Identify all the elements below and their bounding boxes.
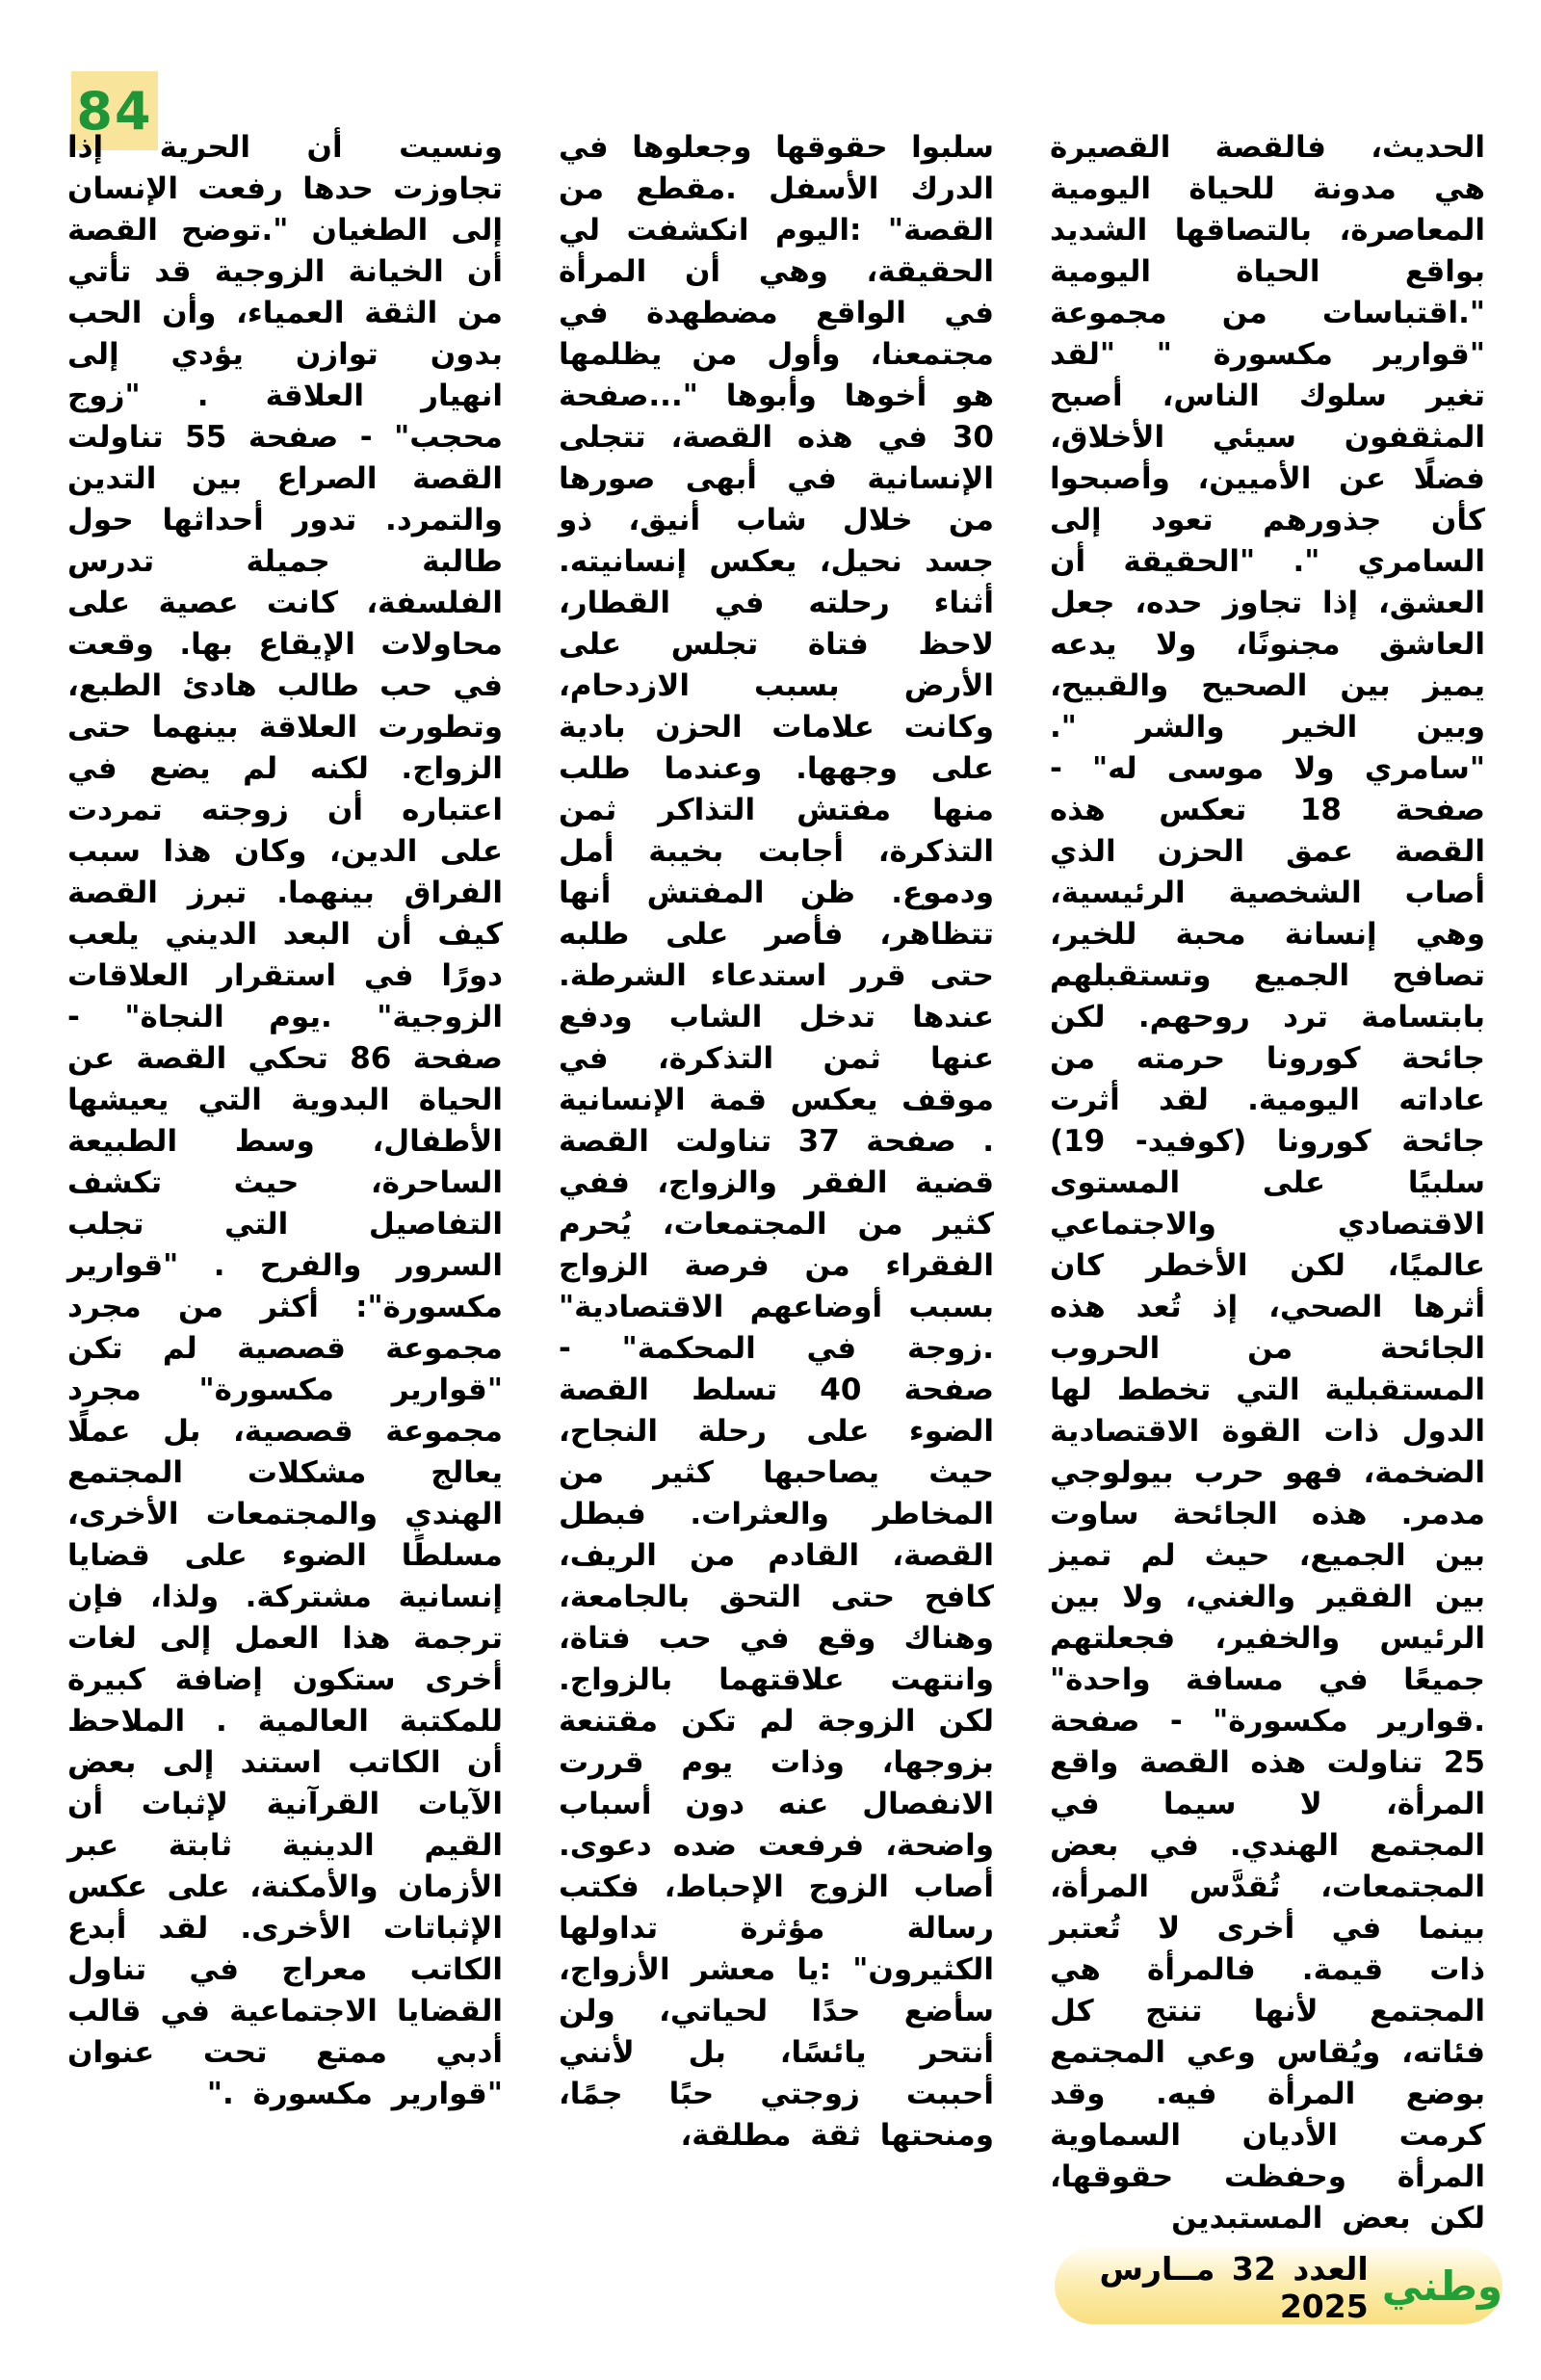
- magazine-logo: وطني: [1381, 2262, 1502, 2310]
- footer-banner: [1055, 2247, 1502, 2324]
- issue-info: العدد 32 مــارس 2025: [1099, 2250, 1369, 2325]
- page-number: 84: [76, 80, 153, 142]
- article-column-left: ونسيت أن الحرية إذا تجاوزت حدها رفعت الإنسان إلى الطغيان ".توضح القصة أن الخيانة الزوجية قد تأتي من الثقة العمياء، وأن الحب بدون توازن يؤدي إلى انهيار العلاقة . "زوج محجب" - صفحة 55 تناولت القصة الصراع بين التدين والتمرد. تدور أحداثها حول طالبة جميلة تدرس الفلسفة، كانت عصية على محاولات الإيقاع بها. وقعت في حب طالب هادئ الطبع، وتطورت العلاقة بينهما حتى الزواج. لكنه لم يضع في اعتباره أن زوجته تمردت على الدين، وكان هذا سبب الفراق بينهما. تبرز القصة كيف أن البعد الديني يلعب دورًا في استقرار العلاقات الزوجية" .يوم النجاة" - صفحة 86 تحكي القصة عن الحياة البدوية التي يعيشها الأطفال، وسط الطبيعة الساحرة، حيث تكشف التفاصيل التي تجلب السرور والفرح . "قوارير مكسورة": أكثر من مجرد مجموعة قصصية لم تكن "قوارير مكسورة" مجرد مجموعة قصصية، بل عملًا يعالج مشكلات المجتمع الهندي والمجتمعات الأخرى، مسلطًا الضوء على قضايا إنسانية مشتركة. ولذا، فإن ترجمة هذا العمل إلى لغات أخرى ستكون إضافة كبيرة للمكتبة العالمية . الملاحظ أن الكاتب استند إلى بعض الآيات القرآنية لإثبات أن القيم الدينية ثابتة عبر الأزمان والأمكنة، على عكس الإثباتات الأخرى. لقد أبدع الكاتب معراج في تناول القضايا الاجتماعية في قالب أدبي ممتع تحت عنوان "قوارير مكسورة .": [67, 130, 504, 2111]
- article-columns: [67, 127, 1485, 2239]
- article-column-middle: سلبوا حقوقها وجعلوها في الدرك الأسفل .مقطع من القصة" :اليوم انكشفت لي الحقيقة، وهي أن المرأة في الواقع مضطهدة في مجتمعنا، وأول من يظلمها هو أخوها وأبوها "...صفحة 30 في هذه القصة، تتجلى الإنسانية في أبهى صورها من خلال شاب أنيق، ذو جسد نحيل، يعكس إنسانيته. أثناء رحلته في القطار، لاحظ فتاة تجلس على الأرض بسبب الازدحام، وكانت علامات الحزن بادية على وجهها. وعندما طلب منها مفتش التذاكر ثمن التذكرة، أجابت بخيبة أمل ودموع. ظن المفتش أنها تتظاهر، فأصر على طلبه حتى قرر استدعاء الشرطة. عندها تدخل الشاب ودفع عنها ثمن التذكرة، في موقف يعكس قمة الإنسانية . صفحة 37 تناولت القصة قضية الفقر والزواج، ففي كثير من المجتمعات، يُحرم الفقراء من فرصة الزواج بسبب أوضاعهم الاقتصادية" .زوجة في المحكمة" - صفحة 40 تسلط القصة الضوء على رحلة النجاح، حيث يصاحبها كثير من المخاطر والعثرات. فبطل القصة، القادم من الريف، كافح حتى التحق بالجامعة، وهناك وقع في حب فتاة، وانتهت علاقتهما بالزواج. لكن الزوجة لم تكن مقتنعة بزوجها، وذات يوم قررت الانفصال عنه دون أسباب واضحة، فرفعت ضده دعوى. أصاب الزوج الإحباط، فكتب رسالة مؤثرة تداولها الكثيرون" :يا معشر الأزواج، سأضع حدًا لحياتي، ولن أنتحر يائسًا، بل لأنني أحببت زوجتي حبًا جمًا، ومنحتها ثقة مطلقة،: [559, 130, 995, 2153]
- article-column-right: الحديث، فالقصة القصيرة هي مدونة للحياة اليومية المعاصرة، بالتصاقها الشديد بواقع الحياة اليومية ".اقتباسات من مجموعة "قوارير مكسورة " "لقد تغير سلوك الناس، أصبح المثقفون سيئي الأخلاق، فضلًا عن الأميين، وأصبحوا كأن جذورهم تعود إلى السامري ". "الحقيقة أن العشق، إذا تجاوز حده، جعل العاشق مجنونًا، ولا يدعه يميز بين الصحيح والقبيح، وبين الخير والشر ". "سامري ولا موسى له" - صفحة 18 تعكس هذه القصة عمق الحزن الذي أصاب الشخصية الرئيسية، وهي إنسانة محبة للخير، تصافح الجميع وتستقبلهم بابتسامة ترد روحهم. لكن جائحة كورونا حرمته من عاداته اليومية. لقد أثرت جائحة كورونا (كوفيد- 19) سلبيًا على المستوى الاقتصادي والاجتماعي عالميًا، لكن الأخطر كان أثرها الصحي، إذ تُعد هذه الجائحة من الحروب المستقبلية التي تخطط لها الدول ذات القوة الاقتصادية الضخمة، فهو حرب بيولوجي مدمر. هذه الجائحة ساوت بين الجميع، حيث لم تميز بين الفقير والغني، ولا بين الرئيس والخفير، فجعلتهم جميعًا في مسافة واحدة" .قوارير مكسورة" - صفحة 25 تناولت هذه القصة واقع المرأة، لا سيما في المجتمع الهندي. في بعض المجتمعات، تُقدَّس المرأة، بينما في أخرى لا تُعتبر ذات قيمة. فالمرأة هي المجتمع لأنها تنتج كل فئاته، ويُقاس وعي المجتمع بوضع المرأة فيه. وقد كرمت الأديان السماوية المرأة وحفظت حقوقها، لكن بعض المستبدين: [1050, 130, 1485, 2236]
